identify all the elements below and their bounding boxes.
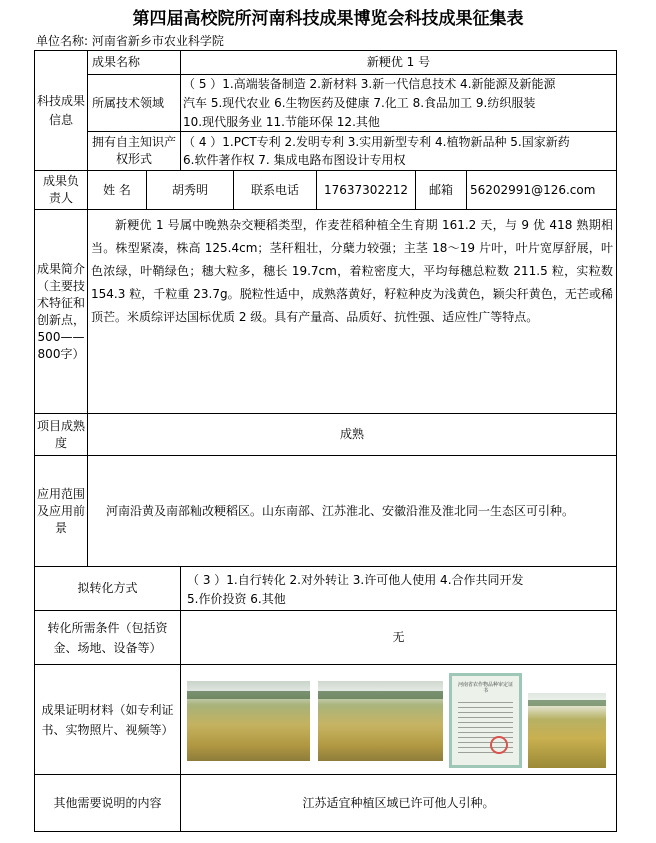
field-line-3: 10.现代服务业 11.节能环保 12.其他 bbox=[183, 115, 380, 129]
tree-line bbox=[528, 700, 606, 706]
maturity-value: 成熟 bbox=[87, 413, 617, 456]
conditions-label: 转化所需条件（包括资金、场地、设备等） bbox=[34, 610, 181, 665]
person-name: 胡秀明 bbox=[146, 170, 234, 210]
field-label: 所属技术领域 bbox=[87, 74, 181, 132]
name-label: 成果名称 bbox=[87, 50, 181, 75]
ip-options bbox=[180, 131, 617, 171]
other-value: 江苏适宜种植区域已许可他人引种。 bbox=[180, 774, 617, 832]
ip-line-1: （ 4 ）1.PCT专利 2.发明专利 3.实用新型专利 4.植物新品种 5.国家新药 bbox=[183, 135, 570, 149]
seal-icon bbox=[490, 736, 508, 754]
tree-line bbox=[187, 691, 310, 699]
transfer-label: 拟转化方式 bbox=[34, 566, 181, 611]
person-name-label: 姓 名 bbox=[87, 170, 147, 210]
name-value: 新粳优 1 号 bbox=[180, 50, 617, 75]
tech-info-label: 科技成果信息 bbox=[36, 93, 85, 127]
ip-line-2: 6.软件著作权 7. 集成电路布图设计专用权 bbox=[183, 153, 406, 167]
certificate-photo bbox=[449, 673, 522, 768]
field-line-1: （ 5 ）1.高端装备制造 2.新材料 3.新一代信息技术 4.新能源及新能源 bbox=[183, 77, 556, 91]
rice-field-photo-1 bbox=[187, 681, 310, 761]
proof-materials bbox=[180, 664, 617, 775]
page-title: 第四届高校院所河南科技成果博览会科技成果征集表 bbox=[132, 9, 524, 29]
scope-value: 河南沿黄及南部籼改粳稻区。山东南部、江苏淮北、安徽沿淮及淮北同一生态区可引种。 bbox=[87, 455, 617, 567]
unit-name: 单位名称: 河南省新乡市农业科学院 bbox=[36, 34, 224, 48]
field-line-2: 汽车 5.现代农业 6.生物医药及健康 7.化工 8.食品加工 9.纺织服装 bbox=[183, 96, 536, 110]
conditions-value: 无 bbox=[180, 610, 617, 665]
maturity-label: 项目成熟度 bbox=[34, 413, 88, 456]
ip-label: 拥有自主知识产权形式 bbox=[87, 131, 181, 171]
intro-text: 新粳优 1 号属中晚熟杂交粳稻类型，作麦茬稻种植全生育期 161.2 天，与 9 优 418 熟期相当。株型紧凑，株高 125.4cm；茎秆粗壮，分蘖力较强；主茎 18～19 片叶，叶片宽厚舒展，叶色浓绿，叶鞘绿色；穗大粒多，穗长 19.7cm，着粒密度大，平均每穗总粒数 211.5 粒，实粒数 154.3 粒，千粒重 23.7g。脱粒性适中，成熟落黄好，籽粒种皮为浅黄色，颖尖秆黄色，无芒或稀顶芒。米质综评达国标优质 2 级。具有产量高、品质好、抗性强、适应性广等特点。 bbox=[87, 209, 617, 414]
transfer-line-2: 5.作价投资 6.其他 bbox=[187, 592, 286, 606]
email-value: 56202991@126.com bbox=[466, 170, 617, 210]
proof-label: 成果证明材料（如专利证书、实物照片、视频等） bbox=[34, 664, 181, 775]
certificate-title: 河南省农作物品种审定证书 bbox=[457, 682, 513, 694]
email-label: 邮箱 bbox=[415, 170, 467, 210]
transfer-line-1: （ 3 ）1.自行转化 2.对外转让 3.许可他人使用 4.合作共同开发 bbox=[187, 573, 524, 587]
field-options bbox=[180, 74, 617, 132]
person-section: 成果负责人 bbox=[34, 170, 88, 210]
tech-info-section bbox=[34, 50, 88, 171]
scope-label: 应用范围及应用前景 bbox=[34, 455, 88, 567]
tree-line bbox=[318, 691, 443, 699]
phone-label: 联系电话 bbox=[233, 170, 317, 210]
other-label: 其他需要说明的内容 bbox=[34, 774, 181, 832]
rice-field-photo-3 bbox=[528, 693, 606, 768]
phone-value: 17637302212 bbox=[316, 170, 416, 210]
rice-field-photo-2 bbox=[318, 681, 443, 761]
transfer-options bbox=[180, 566, 617, 611]
intro-label: 成果简介（主要技术特征和创新点，500——800字） bbox=[34, 209, 88, 414]
